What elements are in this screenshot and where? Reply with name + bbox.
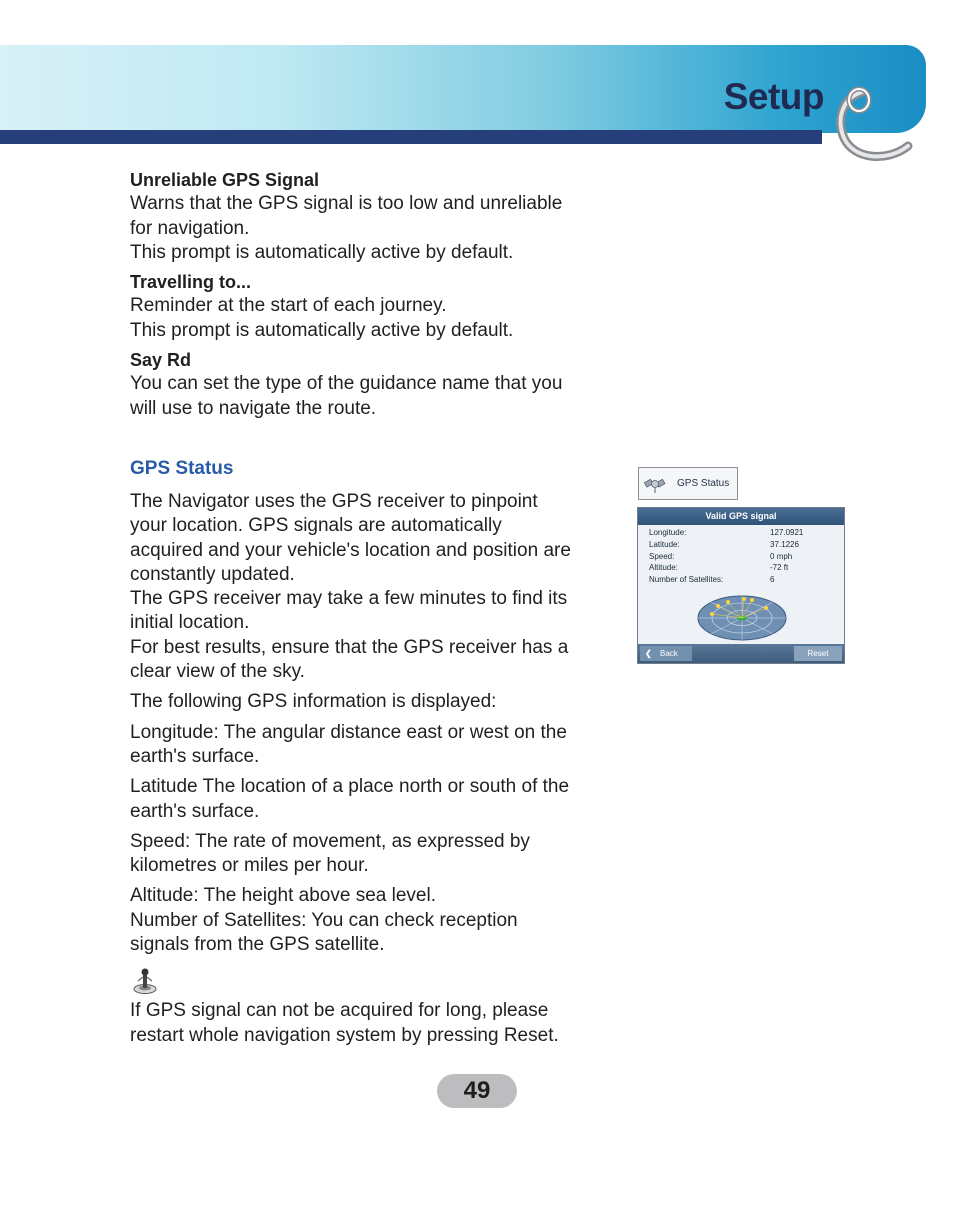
satellite-sky-view: [694, 590, 790, 642]
text-line: Latitude The location of a place north or south of the: [130, 776, 570, 798]
text-line: your location. GPS signals are automatically: [130, 515, 502, 537]
text-line: The following GPS information is displayed:: [130, 691, 497, 713]
text-line: constantly updated.: [130, 563, 295, 585]
chevron-left-icon: ❮: [645, 649, 652, 658]
heading-say-rd: Say Rd: [130, 350, 192, 371]
back-button[interactable]: [640, 646, 692, 661]
row-value: -72 ft: [770, 563, 789, 573]
text-line: Longitude: The angular distance east or west on the: [130, 721, 567, 743]
text-line: Warns that the GPS signal is too low and unreliable: [130, 193, 563, 215]
text-line: for navigation.: [130, 217, 250, 239]
gps-info-row: [649, 540, 835, 552]
note-icon: [130, 965, 160, 995]
text-line: Altitude: The height above sea level.: [130, 885, 436, 907]
gps-status-button[interactable]: [638, 467, 738, 500]
text-line: Speed: The rate of movement, as expressed by: [130, 830, 530, 852]
heading-unreliable: Unreliable GPS Signal: [130, 170, 320, 190]
text-line: This prompt is automatically active by default.: [130, 319, 514, 341]
ring-icon: [832, 80, 918, 162]
gps-status-button-label: GPS Status: [677, 478, 730, 489]
text-line: signals from the GPS satellite.: [130, 934, 385, 956]
text-line: For best results, ensure that the GPS receiver has a: [130, 636, 569, 658]
gps-info-row: [649, 563, 835, 575]
gps-info-list: [649, 528, 835, 587]
gps-status-screen: [637, 507, 845, 664]
satellite-icon: [643, 472, 667, 496]
heading-travelling: Travelling to...: [130, 272, 252, 293]
header-rule: [0, 130, 822, 144]
main-content: [130, 168, 616, 1048]
text-line: will use to navigate the route.: [130, 397, 377, 419]
text-line: kilometres or miles per hour.: [130, 855, 369, 877]
text-line: earth's surface.: [130, 800, 260, 822]
text-line: The Navigator uses the GPS receiver to pinpoint: [130, 490, 538, 512]
row-key: Latitude:: [649, 539, 680, 549]
gps-info-row: [649, 528, 835, 540]
row-key: Altitude:: [649, 563, 678, 573]
row-value: 6: [770, 575, 775, 585]
row-value: 37.1226: [770, 539, 799, 549]
row-key: Longitude:: [649, 528, 687, 537]
back-button-label: Back: [660, 649, 678, 658]
reset-button[interactable]: Reset: [794, 646, 842, 661]
section-title-gps-status: GPS Status: [130, 457, 234, 479]
screen-footer: [638, 644, 844, 663]
row-value: 0 mph: [770, 551, 793, 561]
text-line: clear view of the sky.: [130, 661, 305, 683]
text-line: You can set the type of the guidance name that you: [130, 373, 563, 395]
gps-info-row: [649, 552, 835, 564]
text-line: This prompt is automatically active by default.: [130, 241, 514, 263]
page-title: Setup: [723, 76, 824, 117]
screen-title: Valid GPS signal: [638, 508, 844, 525]
text-line: initial location.: [130, 612, 250, 634]
gps-info-row: [649, 575, 835, 587]
note-text: restart whole navigation system by pressing Reset.: [130, 1024, 559, 1046]
row-value: 127.0921: [770, 528, 804, 537]
page-number: 49: [437, 1074, 517, 1108]
row-key: Speed:: [649, 551, 675, 561]
note-text: If GPS signal can not be acquired for long, please: [130, 1000, 549, 1022]
text-line: Reminder at the start of each journey.: [130, 295, 447, 317]
text-line: earth's surface.: [130, 745, 260, 767]
text-line: acquired and your vehicle's location and position are: [130, 539, 571, 561]
text-line: Number of Satellites: You can check reception: [130, 909, 518, 931]
text-line: The GPS receiver may take a few minutes to find its: [130, 588, 568, 610]
row-key: Number of Satellites:: [649, 575, 724, 585]
